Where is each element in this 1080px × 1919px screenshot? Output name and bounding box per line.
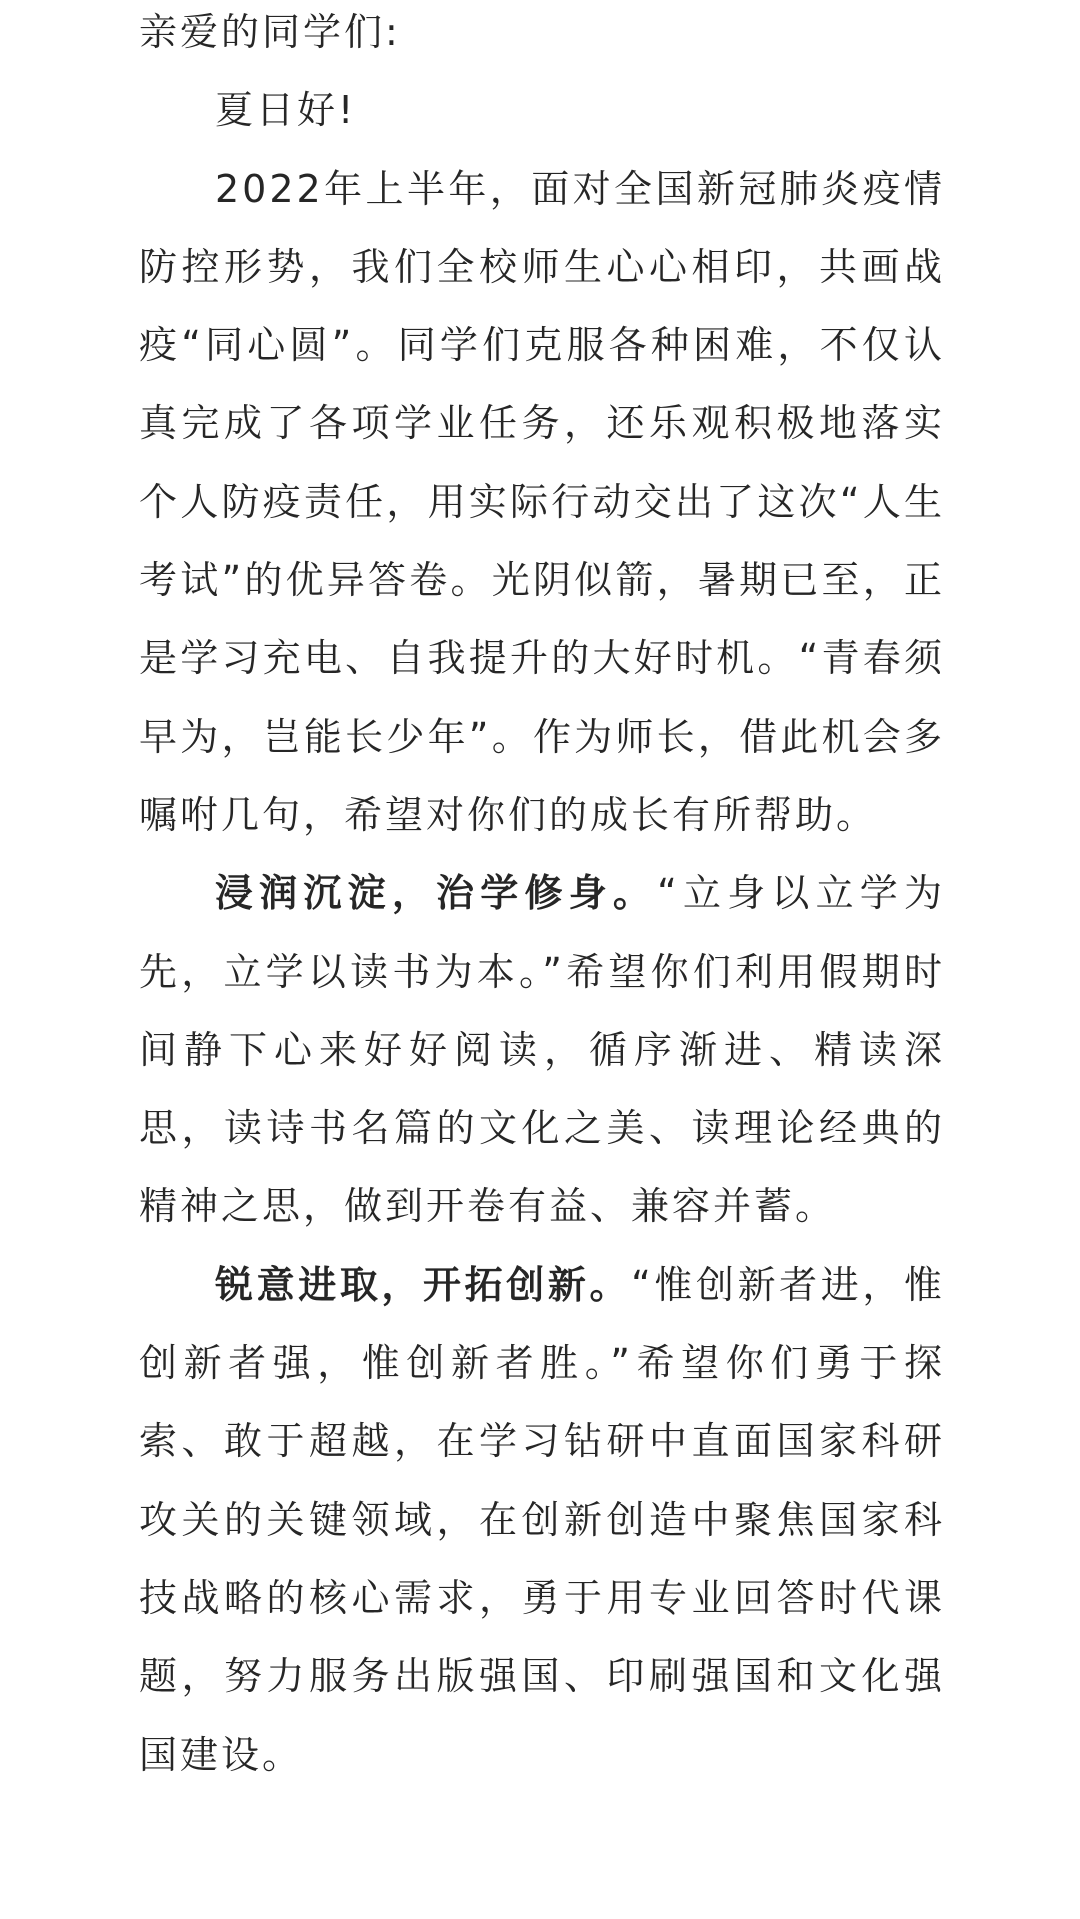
letter-body [139, 0, 945, 1794]
paragraph-intro [139, 150, 945, 855]
paragraph-text: 2022年上半年，面对全国新冠肺炎疫情防控形势，我们全校师生心心相印，共画战疫“同心圆”。同学们克服各种困难，不仅认真完成了各项学业任务，还乐观积极地落实个人防疫责任，用实际行动交出了这次“人生考试”的优异答卷。光阴似箭，暑期已至，正是学习充电、自我提升的大好时机。“青春须早为，岂能长少年”。作为师长，借此机会多嘱咐几句，希望对你们的成长有所帮助。 [139, 166, 945, 837]
salutation: 亲爱的同学们: [139, 10, 401, 54]
greeting: 夏日好! [215, 88, 357, 133]
paragraph-text: “惟创新者进，惟创新者强，惟创新者胜。”希望你们勇于探索、敢于超越，在学习钻研中直面国家科研攻关的关键领域，在创新创造中聚焦国家科技战略的核心需求，勇于用专业回答时代课题，努力服务出版强国、印刷强国和文化强国建设。 [139, 1262, 945, 1777]
paragraph-lead: 锐意进取，开拓创新。 [215, 1262, 632, 1307]
paragraph-innovation [139, 1246, 945, 1794]
paragraph-lead: 浸润沉淀，治学修身。 [215, 871, 658, 916]
paragraph-text: “立身以立学为先，立学以读书为本。”希望你们利用假期时间静下心来好好阅读，循序渐进、精读深思，读诗书名篇的文化之美、读理论经典的精神之思，做到开卷有益、兼容并蓄。 [139, 871, 945, 1229]
paragraph-study [139, 854, 945, 1245]
